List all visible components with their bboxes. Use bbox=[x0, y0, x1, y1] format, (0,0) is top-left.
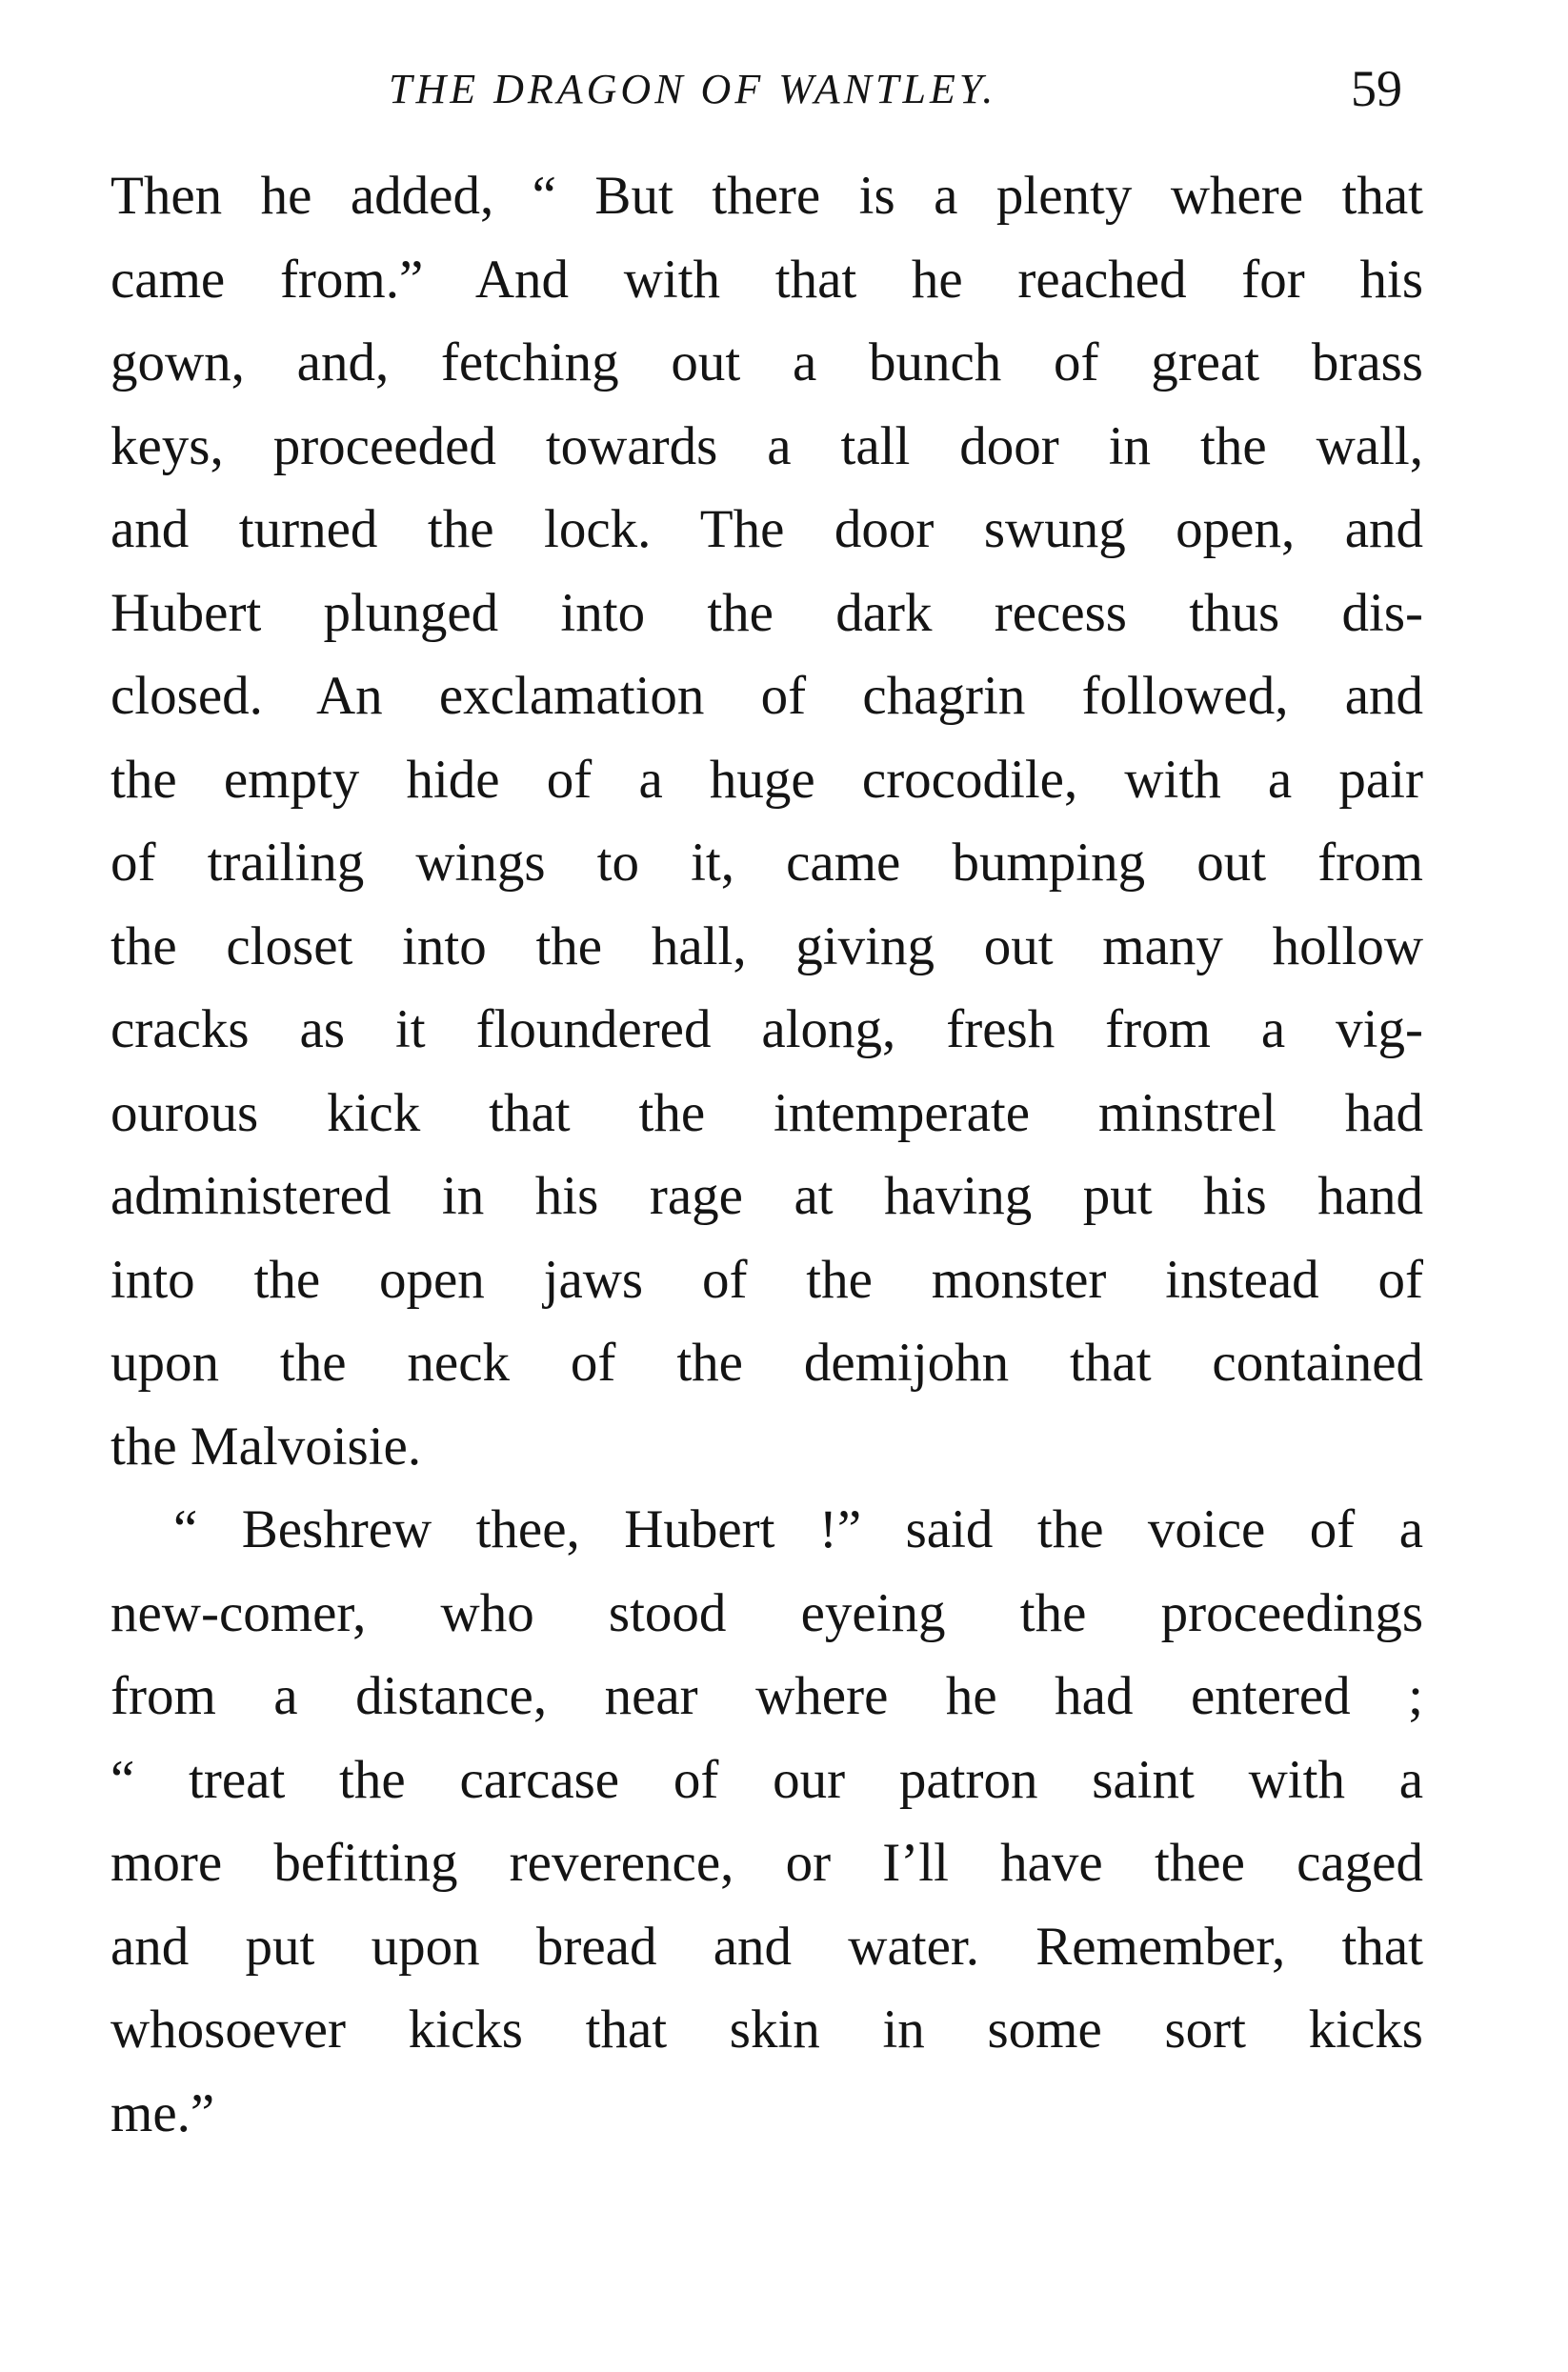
text-line: cracks as it floundered along, fresh from a vig- bbox=[111, 999, 1423, 1059]
text-line: came from.” And with that he reached for his bbox=[111, 249, 1423, 310]
text-line: the empty hide of a huge crocodile, with a pair bbox=[111, 749, 1423, 810]
text-line: Then he added, “ But there is a plenty where that bbox=[111, 166, 1423, 226]
text-line: and turned the lock. The door swung open, and bbox=[111, 499, 1423, 559]
text-line: of trailing wings to it, came bumping out from bbox=[111, 833, 1423, 893]
text-line: whosoever kicks that skin in some sort kicks bbox=[111, 2000, 1423, 2060]
text-line: gown, and, fetching out a bunch of great brass bbox=[111, 332, 1423, 392]
text-line: Hubert plunged into the dark recess thus dis- bbox=[111, 582, 1423, 643]
text-line: new-comer, who stood eyeing the proceedings bbox=[111, 1582, 1423, 1643]
text-line: administered in his rage at having put his hand bbox=[111, 1166, 1423, 1226]
body-text bbox=[111, 154, 1423, 2155]
text-line: “ treat the carcase of our patron saint with a bbox=[111, 1749, 1423, 1810]
text-line: “ Beshrew thee, Hubert !” said the voice of a bbox=[173, 1499, 1423, 1559]
text-line: the Malvoisie. bbox=[111, 1416, 422, 1477]
text-line: me.” bbox=[111, 2082, 215, 2143]
running-title: THE DRAGON OF WANTLEY. bbox=[389, 66, 997, 112]
text-line: the closet into the hall, giving out many hollow bbox=[111, 915, 1423, 976]
running-head bbox=[0, 59, 1568, 135]
text-line: closed. An exclamation of chagrin followed, and bbox=[111, 666, 1423, 726]
text-line: ourous kick that the intemperate minstrel had bbox=[111, 1082, 1423, 1143]
text-line: upon the neck of the demijohn that contained bbox=[111, 1333, 1423, 1393]
text-line: and put upon bread and water. Remember, that bbox=[111, 1916, 1423, 1977]
text-line: into the open jaws of the monster instead of bbox=[111, 1249, 1423, 1310]
page-number: 59 bbox=[1351, 60, 1402, 117]
text-line: keys, proceeded towards a tall door in the wall, bbox=[111, 415, 1423, 476]
text-line: more befitting reverence, or I’ll have thee caged bbox=[111, 1833, 1423, 1893]
text-line: from a distance, near where he had entered ; bbox=[111, 1666, 1423, 1726]
